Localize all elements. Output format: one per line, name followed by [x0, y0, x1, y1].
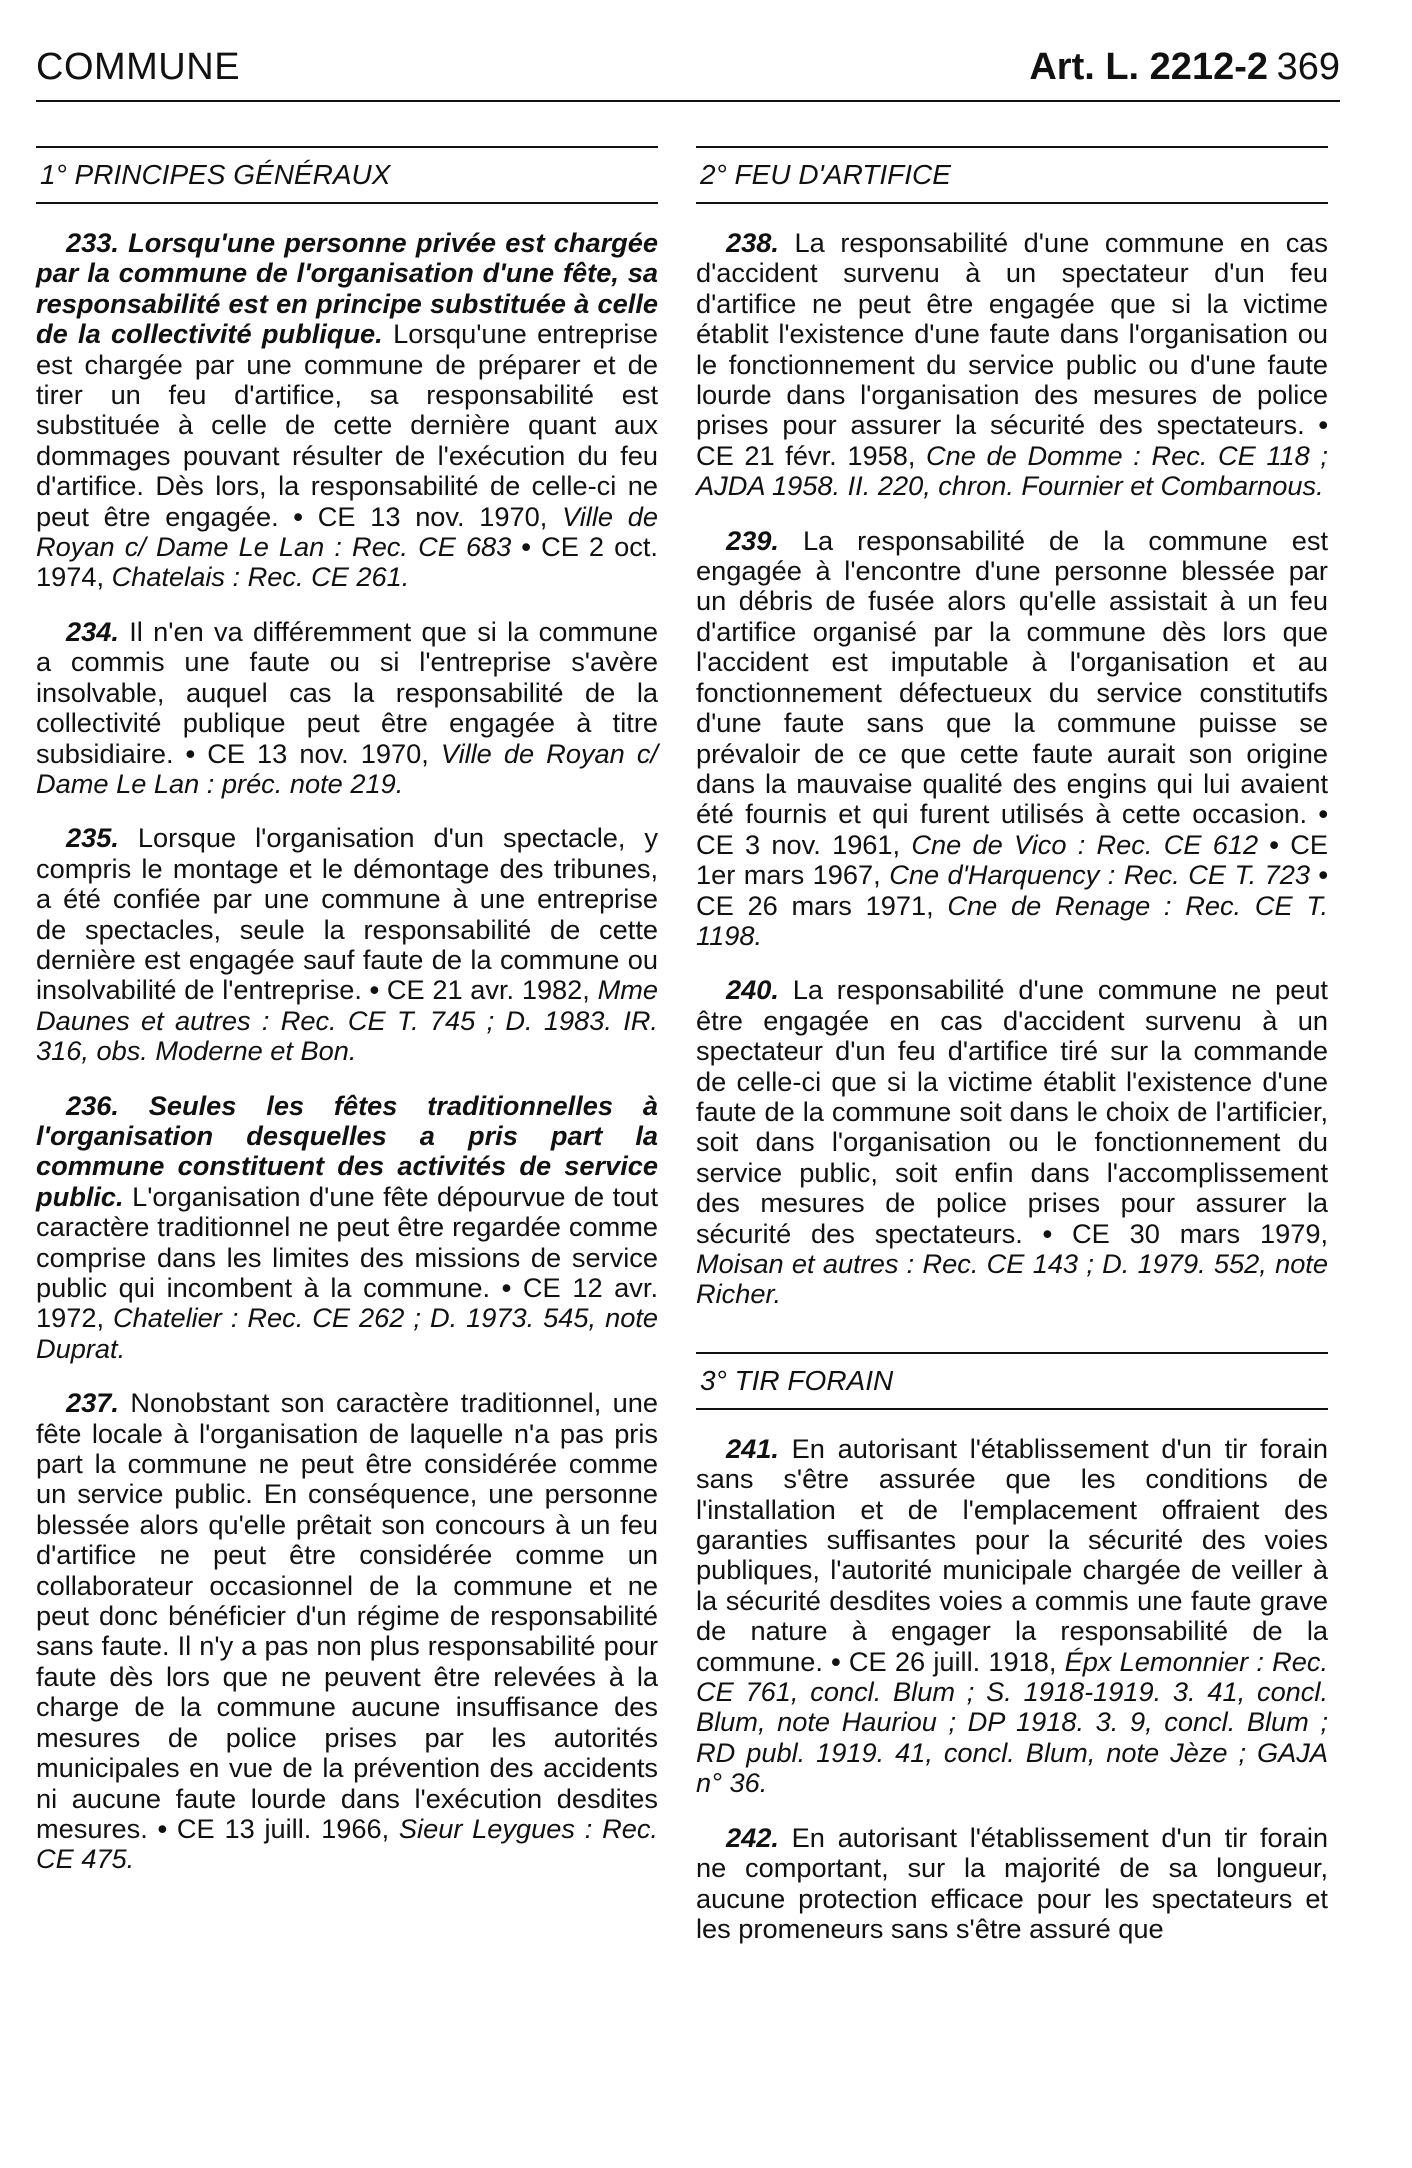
entry-thesis: Seules les fêtes traditionnelles à l'organisation desquelles a pris part la commune constituent des activités de service public. — [36, 1089, 658, 1212]
ref-court: CE 13 nov. 1970, — [317, 500, 548, 532]
entry-text: Nonobstant son caractère traditionnel, une fête locale à l'organisation de laquelle n'a pas pris part la commune ne peut être considérée comme un service public. En conséquence, une personne blessée alors qu'elle prêtait son concours à un feu d'artifice ne peut être considérée comme un collaborateur occasionnel de la commune et ne peut donc bénéficier d'un régime de responsabilité sans faute. Il n'y a pas non plus responsabilité pour faute dès lors que ne peuvent être relevées à la charge de la commune aucune insuffisance des mesures de police prises par les autorités municipales en vue de la prévention des accidents ni aucune faute lourde dans l'exécution desdites mesures. — [36, 1387, 658, 1844]
ref-court: CE 13 nov. 1970, — [207, 737, 429, 769]
entry-text: Il n'en va différemment que si la commune a commis une faute ou si l'entreprise s'avère insolvable, auquel cas la responsabilité de la collectivité publique peut être engagée à titre subsidiaire. — [36, 615, 659, 769]
entry-text: Lorsqu'une entreprise est chargée par une commune de préparer et de tirer un feu d'artifice, sa responsabilité est substituée à celle de cette dernière quant aux dommages pouvant résulter de l'exécution du feu d'artifice. Dès lors, la responsabilité de celle-ci ne peut être engagée. — [36, 318, 658, 532]
ref-citation: Ville de Royan c/ Dame Le Lan : Rec. CE 683 — [36, 500, 658, 563]
entry-text: Lorsque l'organisation d'un spectacle, y compris le montage et le démontage des tribunes, a été confiée par une commune à une entreprise de spectacles, seule la responsabilité de cette dernière est engagée sauf faute de la commune ou insolvabilité de l'entreprise. — [36, 822, 658, 1006]
entry-text: La responsabilité d'une commune ne peut être engagée en cas d'accident survenu à un spectateur d'un feu d'artifice tiré sur la commande de celle-ci que si la victime établit l'existence d'une faute de la commune soit dans le choix de l'artificier, soit dans l'organisation ou le fonctionnement du service public, soit enfin dans l'accomplissement des mesures de police prises pour assurer la sécurité des spectateurs. — [696, 974, 1328, 1249]
entry-number: 235. — [66, 822, 119, 854]
ref-court: CE 26 mars 1971, — [696, 889, 934, 921]
entry-235: 235. Lorsque l'organisation d'un spectacle, y compris le montage et le démontage des tribunes, a été confiée par une commune à une entreprise de spectacles, seule la responsabilité de cette dernière est engagée sauf faute de la commune ou insolvabilité de l'entreprise. • CE 21 avr. 1982, Mme Daunes et autres : Rec. CE T. 745 ; D. 1983. IR. 316, obs. Moderne et Bon. — [36, 822, 658, 1067]
ref-citation: Cne de Vico : Rec. CE 612 — [911, 828, 1259, 860]
left-column — [36, 146, 658, 1899]
entry-number: 237. — [66, 1387, 119, 1419]
ref-citation: Cne d'Harquency : Rec. CE T. 723 — [889, 859, 1310, 891]
running-header — [36, 40, 1340, 102]
ref-court: CE 1er mars 1967, — [696, 828, 1328, 891]
section-heading: 3° TIR FORAIN — [696, 1352, 1328, 1410]
ref-citation: Moisan et autres : Rec. CE 143 ; D. 1979. 552, note Richer. — [696, 1248, 1328, 1310]
entry-233: 233. Lorsqu'une personne privée est chargée par la commune de l'organisation d'une fête, sa responsabilité est en principe substituée à celle de la collectivité publique. Lorsqu'une entreprise est chargée par une commune de préparer et de tirer un feu d'artifice, sa responsabilité est substituée à celle de cette dernière quant aux dommages pouvant résulter de l'exécution du feu d'artifice. Dès lors, la responsabilité de celle-ci ne peut être engagée. • CE 13 nov. 1970, Ville de Royan c/ Dame Le Lan : Rec. CE 683 • CE 2 oct. 1974, Chatelais : Rec. CE 261. — [36, 227, 659, 593]
entry-thesis: Lorsqu'une personne privée est chargée par la commune de l'organisation d'une fête, sa responsabilité est en principe substituée à celle de la collectivité publique. — [36, 227, 659, 350]
entry-text: L'organisation d'une fête dépourvue de tout caractère traditionnel ne peut être regardée comme comprise dans les limites des missions de service public qui incombent à la commune. — [36, 1180, 658, 1303]
entry-number: 239. — [726, 524, 779, 556]
ref-court: CE 13 juill. 1966, — [176, 1812, 390, 1844]
entry-237: 237. Nonobstant son caractère traditionnel, une fête locale à l'organisation de laquelle n'a pas pris part la commune ne peut être considérée comme un service public. En conséquence, une personne blessée alors qu'elle prêtait son concours à un feu d'artifice ne peut être considérée comme un collaborateur occasionnel de la commune et ne peut donc bénéficier d'un régime de responsabilité sans faute. Il n'y a pas non plus responsabilité pour faute dès lors que ne peuvent être relevées à la charge de la commune aucune insuffisance des mesures de police prises par les autorités municipales en vue de la prévention des accidents ni aucune faute lourde dans l'exécution desdites mesures. • CE 13 juill. 1966, Sieur Leygues : Rec. CE 475. — [36, 1387, 658, 1875]
entry-text: La responsabilité d'une commune en cas d'accident survenu à un spectateur d'un feu d'artifice ne peut être engagée que si la victime établit l'existence d'une faute dans l'organisation ou le fonctionnement du service public ou d'une faute lourde dans l'organisation des mesures de police prises pour assurer la sécurité des spectateurs. — [696, 227, 1329, 441]
entry-241: 241. En autorisant l'établissement d'un tir forain sans s'être assurée que les conditions de l'installation et de l'emplacement offraient des garanties suffisantes pour la sécurité des voies publiques, l'autorité municipale chargée de veiller à la sécurité desdites voies a commis une faute grave de nature à engager la responsabilité de la commune. • CE 26 juill. 1918, Épx Lemonnier : Rec. CE 761, concl. Blum ; S. 1918-1919. 3. 41, concl. Blum, note Hauriou ; DP 1918. 3. 9, concl. Blum ; RD publ. 1919. 41, concl. Blum, note Jèze ; GAJA n° 36. — [696, 1432, 1329, 1799]
entry-number: 241. — [726, 1432, 779, 1464]
ref-citation: Cne de Renage : Rec. CE T. 1198. — [696, 889, 1329, 951]
entry-text: En autorisant l'établissement d'un tir forain ne comportant, sur la majorité de sa longueur, aucune protection efficace pour les spectateurs et les promeneurs sans s'être assuré que — [696, 1821, 1328, 1944]
entry-number: 238. — [726, 227, 779, 258]
entry-text: En autorisant l'établissement d'un tir forain sans s'être assurée que les conditions de l'installation et de l'emplacement offraient des garanties suffisantes pour la sécurité des voies publiques, l'autorité municipale chargée de veiller à la sécurité desdites voies a commis une faute grave de nature à engager la responsabilité de la commune. — [696, 1432, 1328, 1677]
ref-court: CE 26 juill. 1918, — [848, 1645, 1057, 1677]
entry-text: La responsabilité de la commune est engagée à l'encontre d'une personne blessée par un débris de fusée alors qu'elle assistait à un feu d'artifice organisé par la commune dès lors que l'accident est imputable à l'organisation et au fonctionnement défectueux du service constitutifs d'une faute sans que la commune puisse se prévaloir de ce que cette faute aurait son origine dans la mauvaise qualité des engins qui lui avaient été fournis et qui furent utilisés à cette occasion. — [696, 524, 1328, 830]
entry-number: 242. — [726, 1821, 779, 1853]
section-heading: 1° PRINCIPES GÉNÉRAUX — [36, 146, 658, 204]
ref-court: CE 21 févr. 1958, — [696, 439, 916, 471]
right-column — [696, 146, 1328, 1968]
chapter-title: COMMUNE — [36, 46, 241, 88]
section-heading: 2° FEU D'ARTIFICE — [696, 146, 1328, 204]
ref-court: CE 21 avr. 1982, — [386, 974, 590, 1006]
ref-citation: Épx Lemonnier : Rec. CE 761, concl. Blum ; S. 1918-1919. 3. 41, concl. Blum, note Hauriou ; DP 1918. 3. 9, concl. Blum ; RD publ. 1919. 41, concl. Blum, note Jèze ; GAJA n° 36. — [696, 1645, 1329, 1799]
entry-number: 240. — [726, 974, 779, 1006]
entry-242 — [696, 1823, 1328, 1945]
ref-court: CE 2 oct. 1974, — [36, 531, 658, 593]
entry-240: 240. La responsabilité d'une commune ne peut être engagée en cas d'accident survenu à un spectateur d'un feu d'artifice tiré sur la commande de celle-ci que si la victime établit l'existence d'une faute de la commune soit dans le choix de l'artificier, soit dans l'organisation ou le fonctionnement du service public, soit enfin dans l'accomplissement des mesures de police prises pour assurer la sécurité des spectateurs. • CE 30 mars 1979, Moisan et autres : Rec. CE 143 ; D. 1979. 552, note Richer. — [696, 974, 1328, 1310]
ref-citation: Sieur Leygues : Rec. CE 475. — [36, 1812, 658, 1875]
ref-court: CE 12 avr. 1972, — [36, 1272, 659, 1334]
entry-number: 234. — [66, 615, 119, 647]
ref-court: CE 3 nov. 1961, — [696, 828, 901, 860]
ref-citation: Mme Daunes et autres : Rec. CE T. 745 ; D. 1983. IR. 316, obs. Moderne et Bon. — [36, 974, 658, 1067]
ref-citation: Ville de Royan c/ Dame Le Lan : préc. note 219. — [36, 737, 658, 799]
entry-238: 238. La responsabilité d'une commune en cas d'accident survenu à un spectateur d'un feu d'artifice ne peut être engagée que si la victime établit l'existence d'une faute dans l'organisation ou le fonctionnement du service public ou d'une faute lourde dans l'organisation des mesures de police prises pour assurer la sécurité des spectateurs. • CE 21 févr. 1958, Cne de Domme : Rec. CE 118 ; AJDA 1958. II. 220, chron. Fournier et Combarnous. — [696, 227, 1329, 502]
page-number: 369 — [1276, 46, 1340, 88]
entry-236: 236. Seules les fêtes traditionnelles à l'organisation desquelles a pris part la commune constituent des activités de service public. L'organisation d'une fête dépourvue de tout caractère traditionnel ne peut être regardée comme comprise dans les limites des missions de service public qui incombent à la commune. • CE 12 avr. 1972, Chatelier : Rec. CE 262 ; D. 1973. 545, note Duprat. — [36, 1089, 659, 1364]
entry-number: 236. — [66, 1089, 119, 1121]
entry-234: 234. Il n'en va différemment que si la commune a commis une faute ou si l'entreprise s'avère insolvable, auquel cas la responsabilité de la collectivité publique peut être engagée à titre subsidiaire. • CE 13 nov. 1970, Ville de Royan c/ Dame Le Lan : préc. note 219. — [36, 615, 659, 799]
ref-court: CE 30 mars 1979, — [1072, 1217, 1328, 1249]
entry-number: 233. — [66, 227, 119, 258]
ref-citation: Cne de Domme : Rec. CE 118 ; AJDA 1958. II. 220, chron. Fournier et Combarnous. — [696, 439, 1328, 502]
article-reference: Art. L. 2212-2 — [1029, 46, 1268, 88]
ref-citation: Chatelier : Rec. CE 262 ; D. 1973. 545, note Duprat. — [36, 1302, 658, 1364]
entry-239: 239. La responsabilité de la commune est engagée à l'encontre d'une personne blessée par un débris de fusée alors qu'elle assistait à un feu d'artifice organisé par la commune dès lors que l'accident est imputable à l'organisation et au fonctionnement défectueux du service constitutifs d'une faute sans que la commune puisse se prévaloir de ce que cette faute aurait son origine dans la mauvaise qualité des engins qui lui avaient été fournis et qui furent utilisés à cette occasion. • CE 3 nov. 1961, Cne de Vico : Rec. CE 612 • CE 1er mars 1967, Cne d'Harquency : Rec. CE T. 723 • CE 26 mars 1971, Cne de Renage : Rec. CE T. 1198. — [696, 524, 1329, 951]
ref-citation: Chatelais : Rec. CE 261. — [111, 561, 410, 593]
